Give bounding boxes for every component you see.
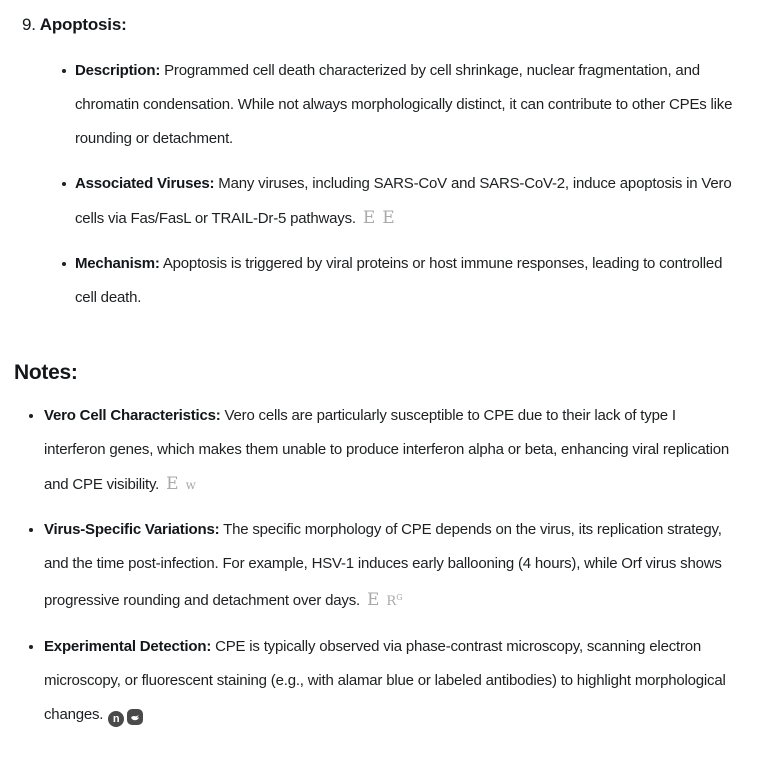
bullet-label: Virus-Specific Variations: bbox=[44, 521, 220, 538]
item-number: 9. bbox=[22, 15, 36, 34]
bullet-label: Description: bbox=[75, 62, 161, 79]
numbered-item-heading bbox=[22, 12, 734, 38]
bullet-text: CPE is typically observed via phase-contrast microscopy, scanning electron microscopy, or fluorescent staining (e.g., with alamar blue or labeled antibodies) to highlight morphological changes. bbox=[44, 638, 726, 723]
citation-hand-badge-icon[interactable] bbox=[127, 709, 143, 725]
list-item-virus-specific-variations bbox=[14, 513, 734, 619]
bullet-text: Programmed cell death characterized by cell shrinkage, nuclear fragmentation, and chromatin condensation. While not always morphologically distinct, it can contribute to other CPEs like rounding or detachment. bbox=[75, 62, 733, 147]
list-item-experimental-detection bbox=[14, 630, 734, 732]
list-item-mechanism bbox=[14, 247, 734, 315]
citation-w-icon[interactable]: w bbox=[185, 478, 196, 492]
list-item-vero-cell-characteristics bbox=[14, 399, 734, 502]
list-item-associated-viruses bbox=[14, 167, 734, 236]
bullet-label: Mechanism: bbox=[75, 255, 160, 272]
bullet-label: Associated Viruses: bbox=[75, 175, 215, 192]
apoptosis-bullet-list bbox=[14, 54, 734, 315]
bullet-text: Many viruses, including SARS-CoV and SARS-CoV-2, induce apoptosis in Vero cells via Fas/FasL or TRAIL-Dr-5 pathways. bbox=[75, 175, 732, 227]
citation-rg-icon[interactable]: $R^G$ bbox=[386, 593, 403, 609]
item-title: Apoptosis: bbox=[39, 15, 127, 34]
citation-e-icon[interactable]: E bbox=[382, 208, 395, 228]
citation-n-badge-icon[interactable]: n bbox=[108, 711, 124, 727]
notes-bullet-list bbox=[14, 399, 734, 732]
bullet-label: Experimental Detection: bbox=[44, 638, 212, 655]
citation-e-icon[interactable]: E bbox=[166, 474, 179, 494]
bullet-text: Apoptosis is triggered by viral proteins or host immune responses, leading to controlled cell death. bbox=[75, 255, 723, 306]
bullet-label: Vero Cell Characteristics: bbox=[44, 407, 221, 424]
citation-e-icon[interactable]: E bbox=[367, 590, 380, 610]
bullet-text: The specific morphology of CPE depends on the virus, its replication strategy, and the time post-infection. For example, HSV-1 induces early ballooning (4 hours), while Orf virus shows progressive rounding and detachment over days. bbox=[44, 521, 722, 609]
citation-e-icon[interactable]: E bbox=[362, 208, 376, 228]
list-item-description bbox=[14, 54, 734, 156]
notes-heading: Notes: bbox=[14, 361, 78, 384]
bullet-text: Vero cells are particularly susceptible to CPE due to their lack of type I interferon genes, which makes them unable to produce interferon alpha or beta, enhancing viral replication and CPE visibility. bbox=[44, 407, 730, 493]
